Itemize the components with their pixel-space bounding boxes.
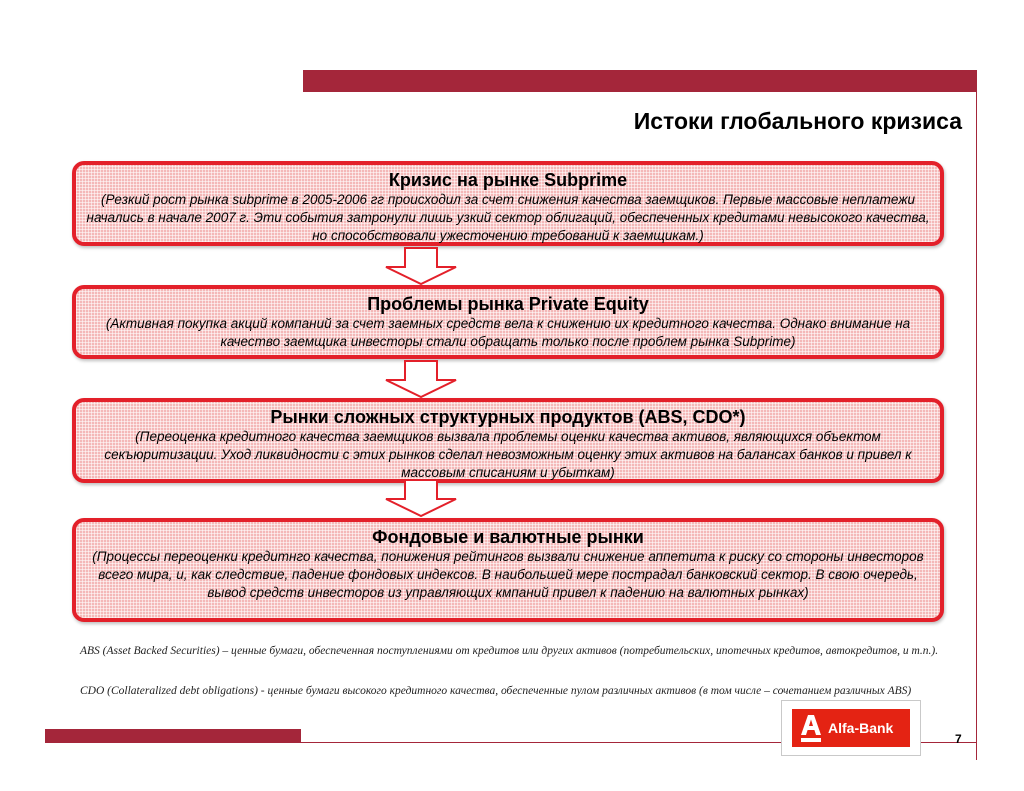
alfa-bank-logo	[781, 700, 921, 756]
down-arrow-icon	[383, 479, 459, 517]
right-edge-rule	[976, 70, 977, 760]
stage-description: (Активная покупка акций компаний за счет заемных средств вела к снижению их кредитного качества. Однако внимание на качество заемщика инвесторы стали обращать только после проблем рынка Subprime)	[105, 316, 911, 349]
stage-description: (Резкий рост рынка subprime в 2005-2006 гг происходил за счет снижения качества заемщиков. Первые массовые неплатежи начались в начале 2007 г. Эти события затронули лишь узкий сектор облигаций, обеспеченных кредитами невысокого качества, но способствовали ужесточению требований к заемщикам.)	[86, 192, 930, 243]
page-number: 7	[955, 732, 962, 746]
stage-heading: Рынки сложных структурных продуктов (ABS, CDO*)	[270, 407, 746, 427]
crisis-stage-stock-currency-markets	[72, 518, 944, 622]
logo-text: Alfa-Bank	[828, 720, 894, 736]
stage-heading: Кризис на рынке Subprime	[388, 170, 628, 190]
down-arrow-icon	[383, 360, 459, 398]
stage-heading: Проблемы рынка Private Equity	[367, 294, 649, 314]
slide-title: Истоки глобального кризиса	[633, 108, 962, 134]
stage-description: (Процессы переоценки кредитнго качества, понижения рейтингов вызвали снижение аппетита к риску со стороны инвесторов всего мира, и, как следствие, падение фондовых индексов. В наибольшей мере пострадал банковский сектор. В свою очередь, вывод средств инвесторов из управляющих кмпаний привел к падению на валютных рынках)	[92, 549, 924, 600]
header-accent-bar	[303, 70, 977, 92]
stage-heading: Фондовые и валютные рынки	[372, 527, 644, 547]
stage-description: (Переоценка кредитного качества заемщиков вызвала проблемы оценки качества активов, являющихся объектом секъюритизации. Уход ликвидности с этих рынков сделал невозможным оценку этих активов на балансах банков и привел к массовым списаниям и убыткам)	[104, 429, 912, 480]
footnote-abs: ABS (Asset Backed Securities) – ценные бумаги, обеспеченная поступлениями от кредитов или других активов (потребительских, ипотечных кредитов, автокредитов, и т.п.).	[80, 645, 939, 657]
down-arrow-icon	[383, 247, 459, 285]
alfa-letter-icon	[796, 709, 826, 747]
crisis-stage-structured-products	[72, 398, 944, 483]
footnote-cdo: CDO (Collateralized debt obligations) - ценные бумаги высокого кредитного качества, обеспеченные пулом различных активов (в том числе – сочетанием различных ABS)	[80, 685, 912, 697]
crisis-stage-subprime	[72, 161, 944, 246]
crisis-stage-private-equity	[72, 285, 944, 359]
footer-accent-bar	[45, 729, 301, 743]
